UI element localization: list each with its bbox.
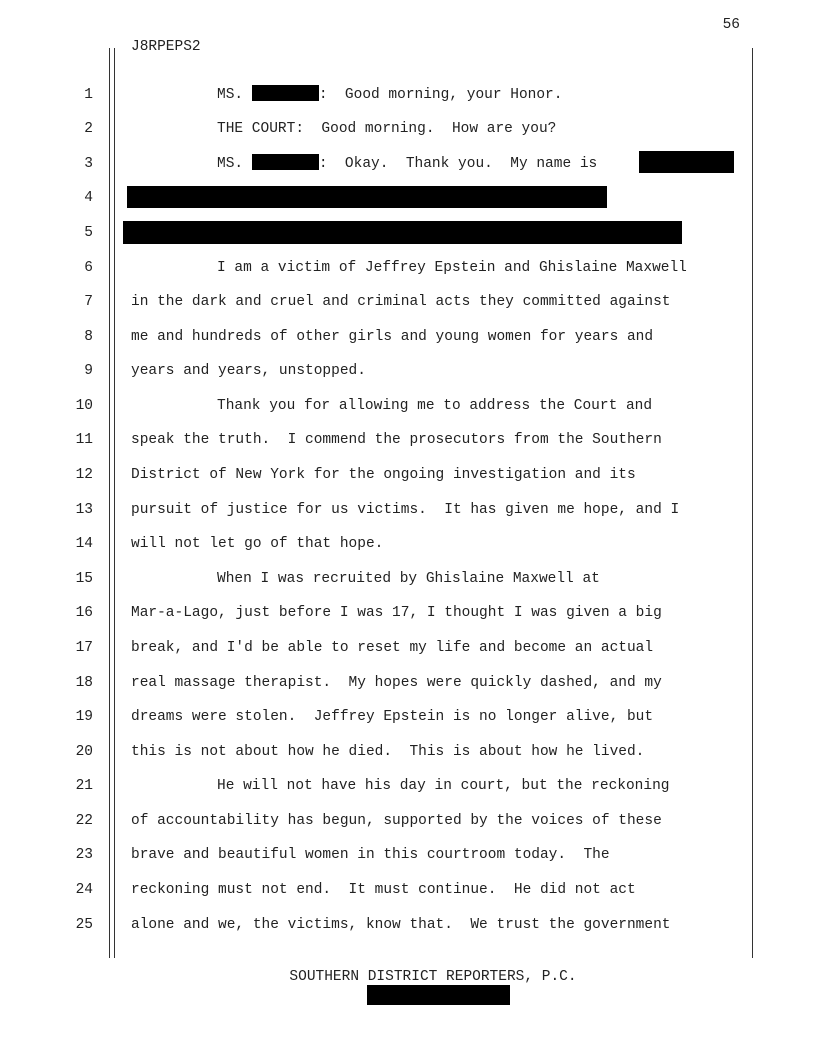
line-number: 10 (75, 398, 93, 414)
line-number: 23 (75, 847, 93, 863)
redaction-bar-name (639, 151, 734, 173)
redaction-bar (252, 154, 319, 170)
line-number: 17 (75, 640, 93, 656)
transcript-line (0, 361, 816, 381)
line-number: 5 (84, 225, 93, 241)
line-number: 12 (75, 467, 93, 483)
line-number: 15 (75, 571, 93, 587)
line-text: will not let go of that hope. (131, 536, 384, 552)
case-id: J8RPEPS2 (131, 39, 201, 55)
transcript-line (0, 603, 816, 623)
line-text: break, and I'd be able to reset my life and become an actual (131, 640, 654, 656)
line-text: real massage therapist. My hopes were quickly dashed, and my (131, 675, 662, 691)
transcript-line (0, 707, 816, 727)
line-number: 3 (84, 156, 93, 172)
line-number: 19 (75, 709, 93, 725)
redaction-bar-line-5 (123, 221, 682, 244)
transcript-line (0, 430, 816, 450)
line-number: 22 (75, 813, 93, 829)
line-number: 21 (75, 778, 93, 794)
transcript-line (0, 811, 816, 831)
line-text: District of New York for the ongoing investigation and its (131, 467, 636, 483)
transcript-line (0, 569, 816, 589)
line-text: dreams were stolen. Jeffrey Epstein is no longer alive, but (131, 709, 654, 725)
line-number: 13 (75, 502, 93, 518)
line-text: Mar-a-Lago, just before I was 17, I thought I was given a big (131, 605, 662, 621)
line-text: this is not about how he died. This is about how he lived. (131, 744, 645, 760)
line-text: pursuit of justice for us victims. It has given me hope, and I (131, 502, 680, 518)
line-text: of accountability has begun, supported by the voices of these (131, 813, 662, 829)
transcript-line (0, 845, 816, 865)
redaction-bar (252, 85, 319, 101)
transcript-line (0, 880, 816, 900)
page-number: 56 (722, 17, 740, 33)
line-text (217, 85, 562, 105)
line-number: 16 (75, 605, 93, 621)
line-text: brave and beautiful women in this courtroom today. The (131, 847, 610, 863)
line-text: When I was recruited by Ghislaine Maxwell at (217, 571, 600, 587)
transcript-line (0, 776, 816, 796)
line-text: I am a victim of Jeffrey Epstein and Ghislaine Maxwell (217, 260, 687, 276)
transcript-line (0, 465, 816, 485)
transcript-line (0, 292, 816, 312)
line-text: THE COURT: Good morning. How are you? (217, 121, 557, 137)
transcript-line (0, 258, 816, 278)
transcript-line (0, 396, 816, 416)
redaction-bar-footer (367, 985, 510, 1005)
line-number: 18 (75, 675, 93, 691)
redaction-bar-line-4 (127, 186, 607, 208)
line-number: 14 (75, 536, 93, 552)
speech-text: : Okay. Thank you. My name is (318, 156, 606, 172)
transcript-line (0, 327, 816, 347)
line-number: 25 (75, 917, 93, 933)
transcript-line (0, 742, 816, 762)
line-number: 1 (84, 87, 93, 103)
line-number: 20 (75, 744, 93, 760)
line-number: 11 (75, 432, 93, 448)
line-text: in the dark and cruel and criminal acts they committed against (131, 294, 671, 310)
line-text: reckoning must not end. It must continue. He did not act (131, 882, 636, 898)
transcript-line (0, 534, 816, 554)
line-text: years and years, unstopped. (131, 363, 366, 379)
line-number: 9 (84, 363, 93, 379)
line-number: 24 (75, 882, 93, 898)
reporter-footer: SOUTHERN DISTRICT REPORTERS, P.C. (289, 969, 577, 985)
line-text: Thank you for allowing me to address the Court and (217, 398, 653, 414)
line-text (217, 154, 606, 174)
transcript-line (0, 915, 816, 935)
line-number: 6 (84, 260, 93, 276)
line-text: alone and we, the victims, know that. We trust the government (131, 917, 671, 933)
line-number: 7 (84, 294, 93, 310)
transcript-line (0, 119, 816, 139)
speech-text: : Good morning, your Honor. (318, 87, 563, 103)
speaker-prefix: MS. (217, 87, 252, 103)
transcript-line (0, 638, 816, 658)
line-text: me and hundreds of other girls and young women for years and (131, 329, 654, 345)
line-number: 2 (84, 121, 93, 137)
line-text: speak the truth. I commend the prosecutors from the Southern (131, 432, 662, 448)
line-number: 8 (84, 329, 93, 345)
speaker-prefix: MS. (217, 156, 252, 172)
transcript-line (0, 500, 816, 520)
line-number: 4 (84, 190, 93, 206)
transcript-line (0, 85, 816, 105)
line-text: He will not have his day in court, but the reckoning (217, 778, 670, 794)
transcript-line (0, 673, 816, 693)
